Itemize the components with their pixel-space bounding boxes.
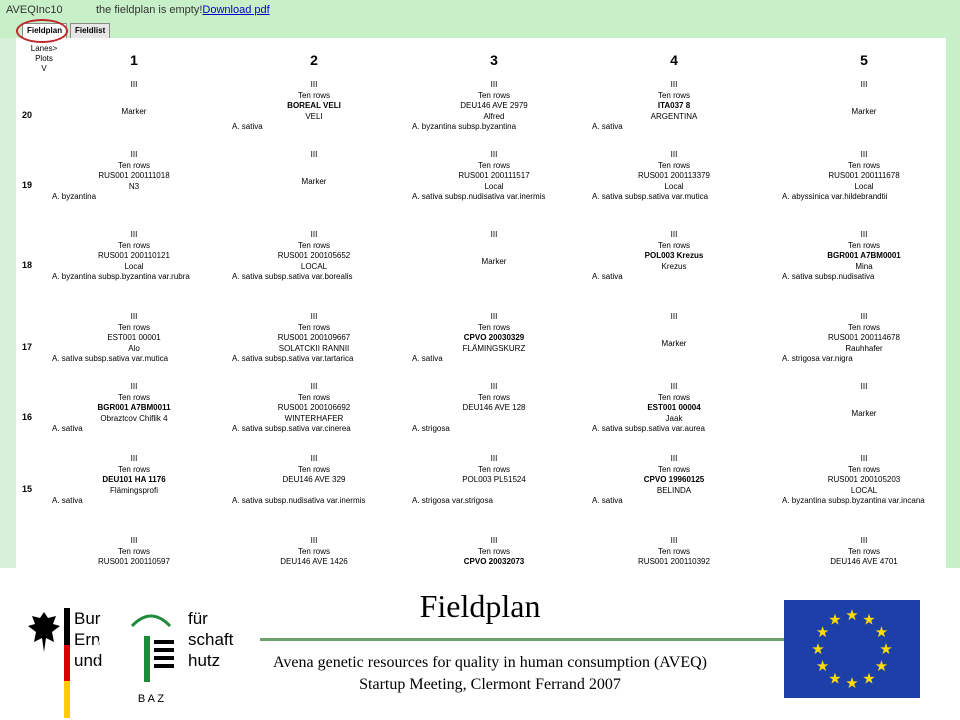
eu-star-icon: ★ [815, 624, 830, 641]
cell-species: A. byzantina subsp.byzantina var.incana [782, 496, 925, 505]
cell-accession: CPVO 19960125 [643, 475, 705, 484]
cell-name: N3 [128, 181, 140, 191]
eu-star-icon: ★ [828, 670, 842, 688]
cell-code: III [860, 150, 868, 159]
cell-rows [224, 161, 404, 172]
plot-cell[interactable] [44, 382, 224, 435]
plot-cell[interactable] [404, 382, 584, 435]
empty-message: the fieldplan is empty! [96, 4, 203, 16]
cell-code: III [670, 454, 678, 463]
cell-code: III [310, 454, 318, 463]
plot-cell[interactable] [44, 150, 224, 203]
cell-rows: Ten rows [297, 464, 330, 474]
cell-code: III [860, 536, 868, 545]
plot-cell[interactable] [774, 230, 938, 283]
eu-star-icon: ★ [845, 675, 859, 692]
lane-header: 3 [490, 52, 498, 68]
eu-star-icon: ★ [862, 611, 876, 629]
cell-code: III [490, 454, 498, 463]
cell-name: Jaak [665, 413, 683, 423]
cell-species: A. sativa [592, 496, 623, 505]
plot-cell[interactable] [584, 536, 764, 568]
cell-accession: DEU146 AVE 4701 [830, 557, 898, 566]
cell-accession: DEU101 HA 1176 [102, 475, 166, 484]
svg-text:B A Z: B A Z [137, 693, 165, 705]
marker-cell[interactable] [774, 80, 938, 118]
cell-code: III [130, 80, 138, 89]
tab-fieldplan[interactable]: Fieldplan [22, 23, 67, 38]
plot-cell[interactable] [404, 80, 584, 133]
plot-cell[interactable] [404, 536, 584, 568]
cell-code: III [310, 150, 318, 159]
scrollbar[interactable] [946, 38, 960, 568]
cell-rows: Ten rows [297, 322, 330, 332]
cell-name: SOLATCKII RANNII [278, 343, 350, 353]
plot-cell[interactable] [224, 382, 404, 435]
cell-accession: RUS001 200114678 [828, 333, 900, 342]
plot-cell[interactable] [774, 150, 938, 203]
eu-flag-logo [784, 600, 920, 698]
cell-species: A. sativa [412, 354, 443, 363]
marker-cell[interactable] [44, 80, 224, 118]
cell-code: III [670, 382, 678, 391]
cell-code: III [310, 312, 318, 321]
cell-accession: Marker [661, 339, 687, 348]
plot-cell[interactable] [584, 382, 764, 435]
cell-name: Alfred [483, 111, 505, 121]
eu-star-icon: ★ [828, 611, 842, 629]
cell-species: A. strigosa [412, 424, 450, 433]
cell-name: Local [664, 181, 684, 191]
cell-name: FLÄMINGSKURZ [462, 343, 526, 353]
cell-code: III [130, 536, 138, 545]
cell-accession: Marker [301, 177, 327, 186]
status-message [96, 4, 270, 16]
cell-species: A. sativa subsp.nudisativa var.inermis [232, 496, 366, 505]
marker-cell[interactable] [774, 382, 938, 420]
plot-cell[interactable] [224, 454, 404, 507]
cell-species: A. sativa [592, 272, 623, 281]
cell-accession: BGR001 A7BM0011 [97, 403, 171, 412]
cell-name: Rauhhafer [845, 343, 883, 353]
cell-accession: RUS001 200111678 [828, 171, 900, 180]
slide-title: Fieldplan [419, 588, 541, 624]
cell-name: VELI [305, 111, 323, 121]
cell-code: III [860, 80, 868, 89]
cell-accession: DEU146 AVE 2979 [460, 101, 528, 110]
plot-cell[interactable] [774, 312, 938, 365]
cell-accession: RUS001 200105203 [827, 475, 901, 484]
eu-star-icon: ★ [815, 658, 830, 675]
cell-rows: Ten rows [657, 464, 690, 474]
cell-rows: Ten rows [117, 240, 150, 250]
cell-rows: Ten rows [847, 464, 880, 474]
plot-cell[interactable] [584, 230, 764, 283]
slide-subtitle: Avena genetic resources for quality in human consumption (AVEQ) [273, 654, 707, 671]
cell-rows: Ten rows [657, 546, 690, 556]
cell-rows: Ten rows [297, 546, 330, 556]
marker-cell[interactable] [584, 312, 764, 350]
cell-code: III [860, 382, 868, 391]
eu-star-icon: ★ [811, 641, 825, 658]
slide-footer [0, 568, 960, 720]
cell-code: III [670, 312, 678, 321]
cell-accession: BGR001 A7BM0001 [827, 251, 901, 260]
cell-rows: Ten rows [117, 322, 150, 332]
baz-text-left: Bur Ern und [74, 609, 103, 670]
cell-rows: Ten rows [477, 322, 510, 332]
cell-name [404, 414, 584, 425]
cell-accession: DEU146 AVE 1426 [280, 557, 348, 566]
plot-cell[interactable] [44, 536, 224, 568]
cell-name: Local [484, 181, 504, 191]
cell-code: III [310, 230, 318, 239]
cell-accession: RUS001 200111517 [458, 171, 530, 180]
cell-accession: Marker [851, 409, 877, 418]
cell-name: Flämingsprofi [109, 485, 158, 495]
cell-species: A. sativa subsp.sativa var.aurea [592, 424, 705, 433]
slide-event: Startup Meeting, Clermont Ferrand 2007 [359, 676, 621, 693]
cell-accession: DEU146 AVE 329 [282, 475, 346, 484]
divider-line [260, 638, 820, 641]
plot-cell[interactable] [224, 536, 404, 568]
cell-accession: DEU146 AVE 128 [462, 403, 526, 412]
plot-cell[interactable] [224, 312, 404, 365]
cell-code: III [490, 382, 498, 391]
cell-rows: Ten rows [657, 90, 690, 100]
cell-code: III [490, 230, 498, 239]
cell-rows: Ten rows [657, 160, 690, 170]
cell-rows: Ten rows [847, 322, 880, 332]
plot-number: 20 [22, 110, 33, 120]
cell-species: A. sativa subsp.nudisativa [782, 272, 875, 281]
cell-rows: Ten rows [117, 160, 150, 170]
lane-header: 4 [670, 52, 678, 68]
eu-star-icon: ★ [879, 641, 893, 658]
plot-cell[interactable] [584, 454, 764, 507]
cell-accession: CPVO 20030329 [463, 333, 525, 342]
plot-cell[interactable] [774, 454, 938, 507]
cell-code: III [670, 230, 678, 239]
cell-rows [774, 91, 938, 102]
fieldplan-grid [18, 40, 938, 568]
cell-rows: Ten rows [297, 240, 330, 250]
plot-cell[interactable] [404, 312, 584, 365]
cell-rows: Ten rows [657, 392, 690, 402]
cell-code: III [490, 312, 498, 321]
plot-cell[interactable] [44, 312, 224, 365]
cell-rows: Ten rows [477, 160, 510, 170]
cell-name [224, 486, 404, 497]
cell-species: A. byzantina [52, 192, 97, 201]
cell-species: A. sativa [52, 424, 83, 433]
cell-code: III [860, 312, 868, 321]
cell-name: BELINDA [656, 485, 692, 495]
cell-code: III [130, 150, 138, 159]
cell-rows: Ten rows [657, 240, 690, 250]
cell-accession: RUS001 200110597 [98, 557, 170, 566]
cell-name: Krezus [661, 261, 687, 271]
cell-code: III [310, 382, 318, 391]
plot-cell[interactable] [224, 80, 404, 133]
cell-accession: EST001 00004 [647, 403, 701, 412]
baz-text-right: für schaft hutz [188, 609, 234, 670]
cell-species: A. abyssinica var.hildebrandtii [782, 192, 888, 201]
cell-name [404, 486, 584, 497]
tab-bar [0, 20, 960, 38]
cell-code: III [130, 230, 138, 239]
cell-species: A. sativa subsp.sativa var.mutica [52, 354, 169, 363]
cell-name: LOCAL [850, 485, 878, 495]
cell-code: III [860, 230, 868, 239]
cell-rows: Ten rows [297, 90, 330, 100]
plot-number: 15 [22, 484, 33, 494]
plot-number: 19 [22, 180, 33, 190]
cell-rows [404, 241, 584, 252]
plot-cell[interactable] [584, 80, 764, 133]
cell-accession: Marker [121, 107, 147, 116]
cell-species: A. strigosa var.strigosa [412, 496, 493, 505]
cell-code: III [130, 382, 138, 391]
plot-cell[interactable] [404, 454, 584, 507]
cell-accession: RUS001 200106692 [277, 403, 351, 412]
cell-code: III [130, 454, 138, 463]
cell-accession: RUS001 200109667 [277, 333, 351, 342]
cell-accession: POL003 PL51524 [462, 475, 526, 484]
cell-code: III [310, 80, 318, 89]
german-flag-stripes [64, 608, 70, 718]
lanes-plots-label: Lanes> Plots V [30, 44, 58, 73]
cell-rows: Ten rows [477, 392, 510, 402]
cell-rows: Ten rows [847, 160, 880, 170]
cell-accession: RUS001 200113379 [638, 171, 710, 180]
cell-species: A. sativa subsp.sativa var.cinerea [232, 424, 351, 433]
marker-cell[interactable] [224, 150, 404, 188]
cell-rows: Ten rows [477, 90, 510, 100]
cell-species: A. sativa [52, 496, 83, 505]
cell-accession: Marker [851, 107, 877, 116]
cell-species: A. sativa subsp.sativa var.mutica [592, 192, 709, 201]
cell-rows: Ten rows [297, 392, 330, 402]
tab-fieldlist[interactable]: Fieldlist [70, 23, 110, 38]
plot-cell[interactable] [404, 150, 584, 203]
eu-star-icon: ★ [874, 624, 889, 641]
app-header-bar [0, 0, 960, 21]
cell-species: A. sativa subsp.sativa var.tartarica [232, 354, 354, 363]
cell-rows: Ten rows [117, 392, 150, 402]
lane-header: 2 [310, 52, 318, 68]
federal-eagle-icon [26, 608, 62, 658]
cell-name: LOCAL [300, 261, 328, 271]
cell-rows: Ten rows [477, 464, 510, 474]
cell-code: III [670, 150, 678, 159]
cell-species: A. sativa [592, 122, 623, 131]
cell-species: A. sativa subsp.nudisativa var.inermis [412, 192, 546, 201]
cell-code: III [490, 80, 498, 89]
cell-rows [44, 91, 224, 102]
cell-accession: EST001 00001 [107, 333, 161, 342]
left-gutter [0, 38, 16, 568]
cell-accession: BOREAL VELI [287, 101, 341, 110]
eu-star-icon: ★ [874, 658, 889, 675]
cell-name: Local [854, 181, 874, 191]
cell-rows: Ten rows [847, 546, 880, 556]
plot-cell[interactable] [44, 454, 224, 507]
cell-species: A. byzantina subsp.byzantina var.rubra [52, 272, 190, 281]
cell-name: Alo [128, 343, 140, 353]
lane-header: 5 [860, 52, 868, 68]
eu-star-icon: ★ [862, 670, 876, 688]
cell-code: III [310, 536, 318, 545]
cell-accession: POL003 Krezus [644, 251, 704, 260]
plot-number: 17 [22, 342, 33, 352]
plot-number: 18 [22, 260, 33, 270]
cell-species: A. sativa [232, 122, 263, 131]
plot-number: 16 [22, 412, 33, 422]
plot-cell[interactable] [584, 150, 764, 203]
cell-rows: Ten rows [117, 464, 150, 474]
cell-name: ARGENTINA [650, 111, 698, 121]
cell-accession: Marker [481, 257, 507, 266]
cell-rows [774, 393, 938, 404]
cell-accession: RUS001 200110121 [98, 251, 170, 260]
eu-star-icon: ★ [845, 607, 859, 624]
cell-name: Obraztcov Chiflik 4 [100, 413, 168, 423]
plot-cell[interactable] [44, 230, 224, 283]
cell-name: Local [124, 261, 144, 271]
cell-code: III [130, 312, 138, 321]
app-name: AVEQInc10 [6, 4, 63, 16]
cell-species: A. byzantina subsp.byzantina [412, 122, 517, 131]
cell-code: III [490, 150, 498, 159]
cell-rows: Ten rows [117, 546, 150, 556]
cell-code: III [670, 80, 678, 89]
plot-cell[interactable] [224, 230, 404, 283]
cell-accession: CPVO 20032073 [463, 557, 525, 566]
cell-code: III [860, 454, 868, 463]
cell-rows [584, 323, 764, 334]
plot-cell[interactable] [774, 536, 938, 568]
cell-name: WINTERHAFER [284, 413, 344, 423]
cell-species: A. strigosa var.nigra [782, 354, 853, 363]
cell-accession: RUS001 200105652 [277, 251, 351, 260]
cell-accession: RUS001 200111018 [98, 171, 170, 180]
cell-accession: ITA037 8 [657, 101, 691, 110]
marker-cell[interactable] [404, 230, 584, 268]
cell-name: Mina [855, 261, 873, 271]
lane-header: 1 [130, 52, 138, 68]
cell-accession: RUS001 200110392 [638, 557, 710, 566]
cell-rows: Ten rows [847, 240, 880, 250]
cell-code: III [670, 536, 678, 545]
cell-rows: Ten rows [477, 546, 510, 556]
download-pdf-link[interactable]: Download pdf [202, 4, 270, 16]
cell-species: A. sativa subsp.sativa var.borealis [232, 272, 353, 281]
cell-code: III [490, 536, 498, 545]
